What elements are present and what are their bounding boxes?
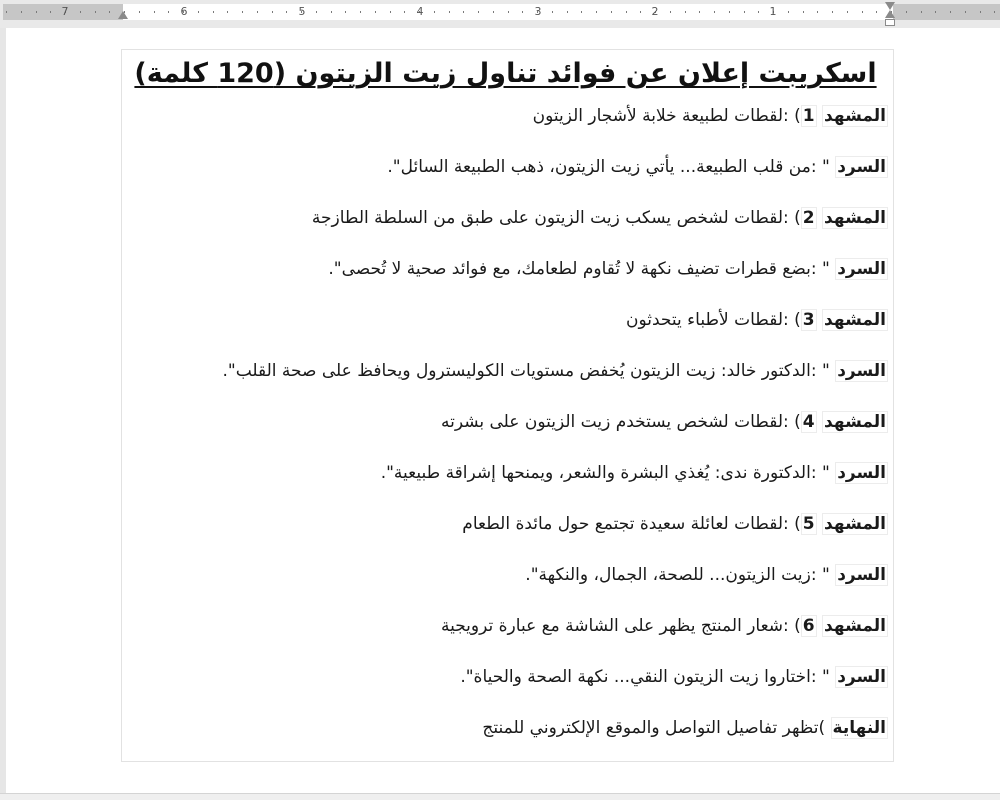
scene-number: 1 — [802, 106, 815, 126]
ruler-tick — [980, 11, 981, 13]
line-separator: ) : — [783, 616, 801, 636]
ruler-tick — [242, 11, 243, 13]
ruler-tick — [21, 11, 22, 13]
ruler-tick — [463, 11, 464, 13]
line-label: المشهد — [824, 208, 886, 228]
ruler-tick — [272, 11, 273, 13]
ruler-tick — [6, 11, 7, 13]
line-label: النهاية — [832, 718, 886, 738]
ruler-tick — [493, 11, 494, 13]
ruler-tick — [331, 11, 332, 13]
ruler-tick — [626, 11, 627, 13]
line-separator: ) — [818, 718, 826, 738]
ruler-tick — [375, 11, 376, 13]
ruler-tick — [685, 11, 686, 13]
line-label: السرد — [837, 463, 886, 483]
ruler-tick — [729, 11, 730, 13]
line-label: السرد — [837, 157, 886, 177]
ruler-tick — [567, 11, 568, 13]
ruler-tick — [921, 11, 922, 13]
ruler-tick — [817, 11, 818, 13]
script-lines — [121, 104, 890, 740]
ruler-tick — [109, 11, 110, 13]
line-separator: " : — [810, 667, 830, 687]
ruler-tick — [286, 11, 287, 13]
ruler-tick — [154, 11, 155, 13]
line-text: بضع قطرات تضيف نكهة لا تُقاوم لطعامك، مع فوائد صحية لا تُحصى". — [328, 259, 811, 279]
line-separator: ) : — [783, 106, 801, 126]
script-line — [121, 461, 890, 485]
ruler-tick — [670, 11, 671, 13]
line-separator: " : — [810, 463, 830, 483]
ruler-tick — [788, 11, 789, 13]
line-label: السرد — [837, 667, 886, 687]
scene-number: 2 — [802, 208, 815, 228]
ruler-number: 6 — [180, 5, 188, 18]
ruler-tick — [404, 11, 405, 13]
ruler-tick — [744, 11, 745, 13]
script-line — [121, 155, 890, 179]
ruler-tick — [950, 11, 951, 13]
script-line — [121, 359, 890, 383]
document-title: اسكريبت إعلان عن فوائد تناول زيت الزيتون (120 كلمة) — [134, 58, 877, 89]
ruler-tick — [832, 11, 833, 13]
scene-number: 5 — [802, 514, 815, 534]
line-text: الدكتور خالد: زيت الزيتون يُخفض مستويات الكوليسترول ويحافظ على صحة القلب". — [222, 361, 811, 381]
ruler-tick — [80, 11, 81, 13]
line-label: السرد — [837, 259, 886, 279]
ruler-number: 1 — [769, 5, 777, 18]
ruler-tick — [640, 11, 641, 13]
horizontal-ruler[interactable] — [0, 0, 1000, 28]
line-separator: ) : — [783, 412, 801, 432]
ruler-tick — [213, 11, 214, 13]
line-label: المشهد — [824, 616, 886, 636]
line-separator: " : — [810, 361, 830, 381]
line-text: تظهر تفاصيل التواصل والموقع الإلكتروني للمنتج — [482, 718, 819, 738]
ruler-tick — [449, 11, 450, 13]
ruler-tick — [581, 11, 582, 13]
script-line — [121, 104, 890, 128]
line-separator: ) : — [783, 514, 801, 534]
scene-number: 6 — [802, 616, 815, 636]
script-line — [121, 257, 890, 281]
ruler-right-margin — [893, 4, 1000, 20]
line-label: السرد — [837, 565, 886, 585]
ruler-tick — [257, 11, 258, 13]
scene-number: 4 — [802, 412, 815, 432]
ruler-number: 3 — [534, 5, 542, 18]
document-body[interactable] — [121, 49, 890, 740]
script-line — [121, 665, 890, 689]
ruler-tick — [935, 11, 936, 13]
script-line — [121, 308, 890, 332]
line-label: المشهد — [824, 310, 886, 330]
ruler-tick — [862, 11, 863, 13]
line-text: من قلب الطبيعة... يأتي زيت الزيتون، ذهب الطبيعة السائل". — [387, 157, 811, 177]
ruler-number: 4 — [416, 5, 424, 18]
line-text: لقطات لشخص يسكب زيت الزيتون على طبق من السلطة الطازجة — [311, 208, 784, 228]
script-line — [121, 614, 890, 638]
ruler-tick — [360, 11, 361, 13]
ruler-tick — [994, 11, 995, 13]
line-text: الدكتورة ندى: يُغذي البشرة والشعر، ويمنحها إشراقة طبيعية". — [380, 463, 811, 483]
line-text: لقطات لشخص يستخدم زيت الزيتون على بشرته — [440, 412, 784, 432]
line-text: لقطات لعائلة سعيدة تجتمع حول مائدة الطعام — [462, 514, 784, 534]
ruler-tick — [198, 11, 199, 13]
ruler-tick — [847, 11, 848, 13]
ruler-number: 7 — [61, 5, 69, 18]
script-line — [121, 410, 890, 434]
ruler-tick — [227, 11, 228, 13]
ruler-tick — [906, 11, 907, 13]
left-indent-marker-icon[interactable] — [118, 11, 128, 19]
ruler-tick — [611, 11, 612, 13]
ruler-track — [3, 4, 1000, 20]
line-label: المشهد — [824, 106, 886, 126]
line-separator: " : — [810, 157, 830, 177]
line-text: لقطات لطبيعة خلابة لأشجار الزيتون — [532, 106, 784, 126]
ruler-tick — [478, 11, 479, 13]
ruler-tick — [876, 11, 877, 13]
script-line — [121, 716, 890, 740]
ruler-tick — [596, 11, 597, 13]
script-line — [121, 206, 890, 230]
line-label: السرد — [837, 361, 886, 381]
ruler-tick — [50, 11, 51, 13]
line-label: المشهد — [824, 514, 886, 534]
ruler-number: 2 — [651, 5, 659, 18]
ruler-tick — [758, 11, 759, 13]
ruler-tick — [965, 11, 966, 13]
hanging-indent-marker-icon[interactable] — [885, 10, 895, 18]
script-line — [121, 512, 890, 536]
script-line — [121, 563, 890, 587]
right-indent-box-icon[interactable] — [885, 19, 895, 26]
line-text: زيت الزيتون... للصحة، الجمال، والنكهة". — [525, 565, 811, 585]
ruler-tick — [552, 11, 553, 13]
ruler-tick — [36, 11, 37, 13]
ruler-tick — [522, 11, 523, 13]
line-text: شعار المنتج يظهر على الشاشة مع عبارة ترويجية — [440, 616, 784, 636]
ruler-tick — [434, 11, 435, 13]
line-text: اختاروا زيت الزيتون النقي... نكهة الصحة والحياة". — [460, 667, 811, 687]
ruler-tick — [345, 11, 346, 13]
ruler-tick — [168, 11, 169, 13]
line-text: لقطات لأطباء يتحدثون — [626, 310, 784, 330]
line-separator: " : — [810, 259, 830, 279]
ruler-tick — [714, 11, 715, 13]
first-line-indent-marker-icon[interactable] — [885, 2, 895, 10]
line-separator: " : — [810, 565, 830, 585]
ruler-tick — [139, 11, 140, 13]
line-separator: ) : — [783, 208, 801, 228]
ruler-tick — [316, 11, 317, 13]
ruler-tick — [390, 11, 391, 13]
scene-number: 3 — [802, 310, 815, 330]
ruler-tick — [508, 11, 509, 13]
ruler-number: 5 — [298, 5, 306, 18]
ruler-tick — [699, 11, 700, 13]
ruler-tick — [95, 11, 96, 13]
ruler-tick — [803, 11, 804, 13]
line-label: المشهد — [824, 412, 886, 432]
line-separator: ) : — [783, 310, 801, 330]
